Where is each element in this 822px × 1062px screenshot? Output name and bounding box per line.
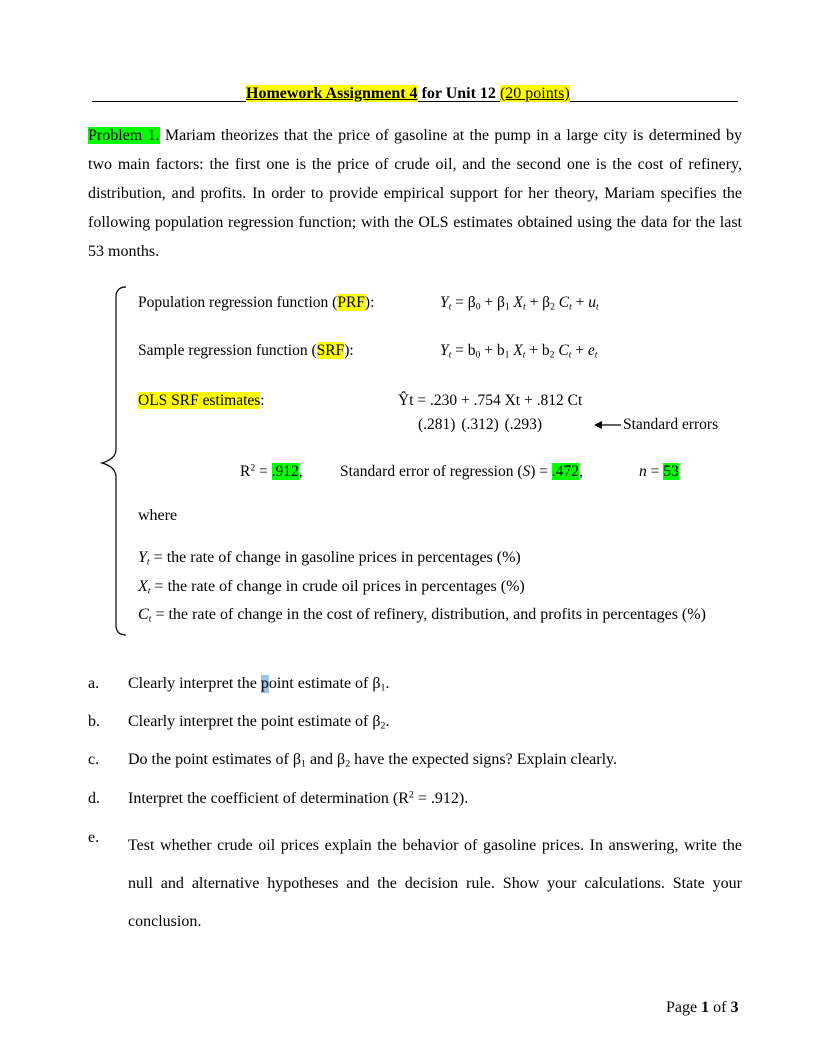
text-cursor-highlight: p — [260, 675, 269, 692]
sample-size-value: 53 — [663, 463, 679, 480]
question-b: Clearly interpret the point estimate of $\beta_2$. — [128, 713, 390, 732]
title-middle: for Unit 12 — [417, 85, 500, 102]
question-e: Test whether crude oil prices explain the behavior of gasoline prices. In answering, write the null and alternative hypotheses and the decision rule. Show your calculations. State your conclusion. — [128, 837, 742, 930]
prf-equation: $Y_t = \beta_0 + \beta_1$ $X_t + \beta_2$ $C_t + u_t$ — [440, 294, 599, 313]
title-highlight: Homework Assignment 4 — [246, 85, 418, 102]
question-b-letter: b. — [88, 713, 100, 730]
x-definition: $X_t$ = the rate of change in crude oil prices in percentages (%) — [138, 577, 525, 596]
r-squared-value: .912 — [271, 463, 299, 480]
r-squared: $R^2 = .912$, — [240, 462, 303, 480]
question-d-letter: d. — [88, 790, 100, 807]
question-d: Interpret the coefficient of determination $(R^2 = .912)$. — [128, 789, 469, 807]
where-label: where — [138, 507, 178, 524]
question-c-letter: c. — [88, 751, 100, 768]
question-c: Do the point estimates of $\beta_1$ and $\beta_2$ have the expected signs? Explain clearly. — [128, 751, 618, 770]
question-a: Clearly interpret the point estimate of $\beta_1$. — [128, 675, 390, 694]
srf-label: Sample regression function (SRF): — [138, 342, 354, 359]
question-a-letter: a. — [88, 675, 100, 692]
problem-paragraph — [88, 121, 742, 266]
page-title — [246, 85, 570, 103]
ols-equation: Ŷt = .230 + .754 Xt + .812 Ct — [398, 392, 583, 409]
standard-error-regression: Standard error of regression (S) = .472, — [340, 463, 583, 480]
question-e-letter: e. — [88, 829, 100, 846]
page-number: Page 1 of 3 — [666, 999, 739, 1016]
ols-label: OLS SRF estimates: — [138, 392, 265, 409]
srf-equation: $Y_t = b_0 + b_1$ $X_t + b_2$ $C_t + e_t$ — [440, 342, 598, 361]
standard-error-values: (.281) (.312) (.293) — [418, 416, 543, 433]
y-definition: $Y_t$ = the rate of change in gasoline prices in percentages (%) — [138, 549, 521, 568]
problem-text: Mariam theorizes that the price of gasoline at the pump in a large city is determined by two main factors: the first one is the price of crude oil, and the second one is the cost of refinery, distribution, and profits. In order to provide empirical support for her theory, Mariam specifies the following population regression function; with the OLS estimates obtained using the data for the last 53 months. — [88, 127, 743, 260]
title-points: (20 points) — [499, 85, 570, 102]
left-brace — [94, 285, 130, 637]
left-arrow-icon — [594, 419, 622, 431]
sample-size: n = 53 — [639, 463, 679, 480]
c-definition: $C_t$ = the rate of change in the cost of refinery, distribution, and profits in percentages (%) — [138, 606, 706, 625]
standard-errors-label: Standard errors — [623, 416, 719, 433]
problem-label: Problem 1. — [88, 127, 160, 144]
se-regression-value: .472 — [551, 463, 580, 480]
prf-label: Population regression function (PRF): — [138, 294, 375, 311]
variable-definitions — [138, 544, 706, 630]
